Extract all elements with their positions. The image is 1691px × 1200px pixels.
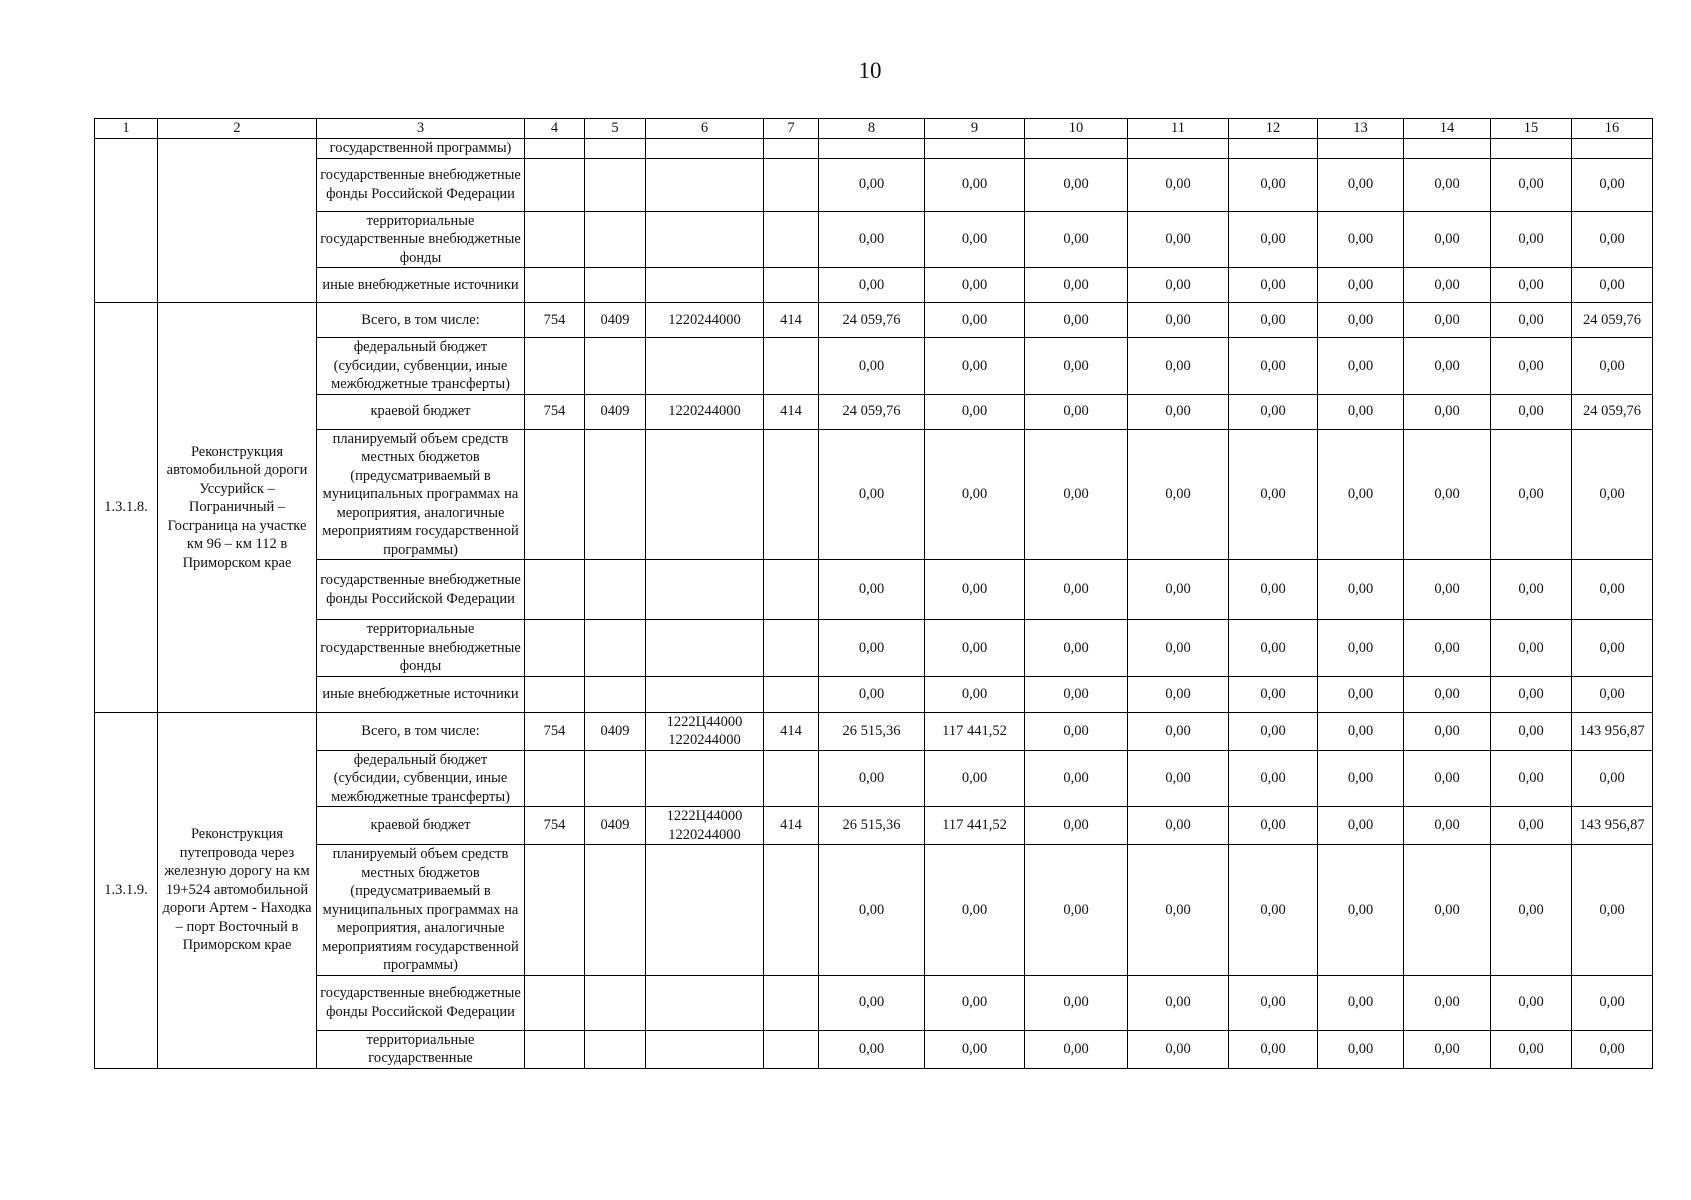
cell-c5 xyxy=(585,676,646,712)
value-col-8: 0,00 xyxy=(819,750,925,807)
cell-c7 xyxy=(764,750,819,807)
table-row xyxy=(95,560,1653,620)
table-row xyxy=(95,158,1653,211)
value-col-15: 0,00 xyxy=(1491,268,1572,303)
cell-c6: 1222Ц44000 1220244000 xyxy=(646,807,764,845)
cell-c5 xyxy=(585,139,646,159)
value-col-16: 0,00 xyxy=(1572,560,1653,620)
value-col-12: 0,00 xyxy=(1229,338,1318,395)
value-col-16: 0,00 xyxy=(1572,211,1653,268)
cell-c5 xyxy=(585,560,646,620)
value-col-9: 0,00 xyxy=(925,845,1025,976)
cell-c7 xyxy=(764,211,819,268)
item-name: Реконструкция путепровода через железную дорогу на км 19+524 автомобильной дороги Артем - Находка – порт Восточный в Приморском крае xyxy=(158,712,317,1068)
value-col-9 xyxy=(925,139,1025,159)
value-col-9: 0,00 xyxy=(925,560,1025,620)
value-col-12: 0,00 xyxy=(1229,560,1318,620)
cell-c4 xyxy=(525,620,585,677)
value-col-8: 0,00 xyxy=(819,338,925,395)
value-col-10: 0,00 xyxy=(1025,211,1128,268)
cell-c4: 754 xyxy=(525,712,585,750)
cell-c7 xyxy=(764,845,819,976)
table-row xyxy=(95,750,1653,807)
value-col-10: 0,00 xyxy=(1025,1030,1128,1068)
value-col-11: 0,00 xyxy=(1128,158,1229,211)
value-col-10: 0,00 xyxy=(1025,338,1128,395)
value-col-10: 0,00 xyxy=(1025,394,1128,429)
cell-c7 xyxy=(764,338,819,395)
column-header-11: 11 xyxy=(1128,119,1229,139)
column-header-5: 5 xyxy=(585,119,646,139)
column-header-9: 9 xyxy=(925,119,1025,139)
funding-source: территориальные государственные внебюджетные фонды xyxy=(317,620,525,677)
value-col-14: 0,00 xyxy=(1404,620,1491,677)
cell-c4 xyxy=(525,1030,585,1068)
table-row xyxy=(95,975,1653,1030)
page-number: 10 xyxy=(858,58,882,83)
value-col-14: 0,00 xyxy=(1404,1030,1491,1068)
funding-source: государственные внебюджетные фонды Российской Федерации xyxy=(317,975,525,1030)
column-header-16: 16 xyxy=(1572,119,1653,139)
table-row xyxy=(95,712,1653,750)
funding-source: Всего, в том числе: xyxy=(317,303,525,338)
cell-c5 xyxy=(585,750,646,807)
value-col-15 xyxy=(1491,139,1572,159)
funding-source: краевой бюджет xyxy=(317,394,525,429)
value-col-14: 0,00 xyxy=(1404,338,1491,395)
table-row xyxy=(95,139,1653,159)
value-col-16: 24 059,76 xyxy=(1572,394,1653,429)
table-row xyxy=(95,676,1653,712)
value-col-8: 0,00 xyxy=(819,1030,925,1068)
value-col-12: 0,00 xyxy=(1229,158,1318,211)
value-col-14: 0,00 xyxy=(1404,394,1491,429)
cell-c5 xyxy=(585,1030,646,1068)
value-col-12: 0,00 xyxy=(1229,429,1318,560)
cell-c6 xyxy=(646,620,764,677)
value-col-11: 0,00 xyxy=(1128,975,1229,1030)
cell-c4: 754 xyxy=(525,807,585,845)
value-col-13: 0,00 xyxy=(1318,1030,1404,1068)
value-col-11: 0,00 xyxy=(1128,620,1229,677)
value-col-12: 0,00 xyxy=(1229,845,1318,976)
value-col-14: 0,00 xyxy=(1404,676,1491,712)
column-header-12: 12 xyxy=(1229,119,1318,139)
value-col-16: 0,00 xyxy=(1572,338,1653,395)
value-col-15: 0,00 xyxy=(1491,750,1572,807)
table-row xyxy=(95,845,1653,976)
value-col-14: 0,00 xyxy=(1404,429,1491,560)
cell-c7 xyxy=(764,620,819,677)
cell-c5: 0409 xyxy=(585,807,646,845)
cell-c7 xyxy=(764,139,819,159)
column-header-8: 8 xyxy=(819,119,925,139)
value-col-9: 0,00 xyxy=(925,1030,1025,1068)
cell-c6 xyxy=(646,139,764,159)
value-col-9: 117 441,52 xyxy=(925,807,1025,845)
cell-c6: 1220244000 xyxy=(646,303,764,338)
cell-c5: 0409 xyxy=(585,303,646,338)
value-col-11: 0,00 xyxy=(1128,560,1229,620)
funding-source: планируемый объем средств местных бюджетов (предусматриваемый в муниципальных программах на мероприятия, аналогичные мероприятиям государственной программы) xyxy=(317,429,525,560)
value-col-9: 0,00 xyxy=(925,750,1025,807)
value-col-10: 0,00 xyxy=(1025,750,1128,807)
value-col-8: 24 059,76 xyxy=(819,394,925,429)
value-col-10: 0,00 xyxy=(1025,560,1128,620)
value-col-15: 0,00 xyxy=(1491,158,1572,211)
funding-source: государственные внебюджетные фонды Российской Федерации xyxy=(317,158,525,211)
value-col-13: 0,00 xyxy=(1318,807,1404,845)
value-col-11: 0,00 xyxy=(1128,807,1229,845)
cell-c7 xyxy=(764,429,819,560)
cell-c5 xyxy=(585,845,646,976)
value-col-10: 0,00 xyxy=(1025,845,1128,976)
value-col-15: 0,00 xyxy=(1491,560,1572,620)
value-col-9: 0,00 xyxy=(925,975,1025,1030)
value-col-16: 0,00 xyxy=(1572,845,1653,976)
column-header-2: 2 xyxy=(158,119,317,139)
cell-c7 xyxy=(764,268,819,303)
value-col-13: 0,00 xyxy=(1318,211,1404,268)
budget-table xyxy=(94,118,1653,1069)
cell-c6: 1222Ц44000 1220244000 xyxy=(646,712,764,750)
item-name xyxy=(158,139,317,303)
cell-c4: 754 xyxy=(525,394,585,429)
value-col-15: 0,00 xyxy=(1491,620,1572,677)
cell-c4 xyxy=(525,139,585,159)
cell-c7 xyxy=(764,975,819,1030)
value-col-13: 0,00 xyxy=(1318,158,1404,211)
funding-source: иные внебюджетные источники xyxy=(317,676,525,712)
table-row xyxy=(95,268,1653,303)
funding-source: территориальные государственные xyxy=(317,1030,525,1068)
cell-c7 xyxy=(764,158,819,211)
value-col-15: 0,00 xyxy=(1491,211,1572,268)
value-col-12: 0,00 xyxy=(1229,712,1318,750)
value-col-10: 0,00 xyxy=(1025,676,1128,712)
cell-c7: 414 xyxy=(764,712,819,750)
header-row xyxy=(95,119,1653,139)
cell-c7: 414 xyxy=(764,303,819,338)
value-col-8: 0,00 xyxy=(819,620,925,677)
cell-c4 xyxy=(525,211,585,268)
cell-c6 xyxy=(646,560,764,620)
value-col-13: 0,00 xyxy=(1318,712,1404,750)
value-col-9: 0,00 xyxy=(925,303,1025,338)
value-col-13: 0,00 xyxy=(1318,394,1404,429)
value-col-14: 0,00 xyxy=(1404,845,1491,976)
value-col-8: 26 515,36 xyxy=(819,712,925,750)
value-col-10: 0,00 xyxy=(1025,807,1128,845)
funding-source: государственные внебюджетные фонды Российской Федерации xyxy=(317,560,525,620)
value-col-12: 0,00 xyxy=(1229,268,1318,303)
funding-source: государственной программы) xyxy=(317,139,525,159)
cell-c4 xyxy=(525,268,585,303)
value-col-13: 0,00 xyxy=(1318,845,1404,976)
value-col-16: 0,00 xyxy=(1572,1030,1653,1068)
funding-source: территориальные государственные внебюджетные фонды xyxy=(317,211,525,268)
column-header-6: 6 xyxy=(646,119,764,139)
cell-c4 xyxy=(525,676,585,712)
cell-c6 xyxy=(646,676,764,712)
table-row xyxy=(95,807,1653,845)
value-col-9: 0,00 xyxy=(925,620,1025,677)
cell-c5 xyxy=(585,158,646,211)
table-row xyxy=(95,429,1653,560)
value-col-12 xyxy=(1229,139,1318,159)
value-col-14: 0,00 xyxy=(1404,303,1491,338)
value-col-10: 0,00 xyxy=(1025,429,1128,560)
value-col-12: 0,00 xyxy=(1229,750,1318,807)
value-col-16: 0,00 xyxy=(1572,158,1653,211)
cell-c6 xyxy=(646,429,764,560)
cell-c6 xyxy=(646,338,764,395)
value-col-8 xyxy=(819,139,925,159)
value-col-10 xyxy=(1025,139,1128,159)
value-col-11: 0,00 xyxy=(1128,211,1229,268)
cell-c5 xyxy=(585,429,646,560)
cell-c7: 414 xyxy=(764,394,819,429)
cell-c5 xyxy=(585,620,646,677)
value-col-9: 0,00 xyxy=(925,158,1025,211)
cell-c7: 414 xyxy=(764,807,819,845)
value-col-14 xyxy=(1404,139,1491,159)
value-col-13: 0,00 xyxy=(1318,750,1404,807)
value-col-11: 0,00 xyxy=(1128,268,1229,303)
column-header-1: 1 xyxy=(95,119,158,139)
value-col-12: 0,00 xyxy=(1229,394,1318,429)
table-row xyxy=(95,211,1653,268)
cell-c5 xyxy=(585,268,646,303)
funding-source: федеральный бюджет (субсидии, субвенции, иные межбюджетные трансферты) xyxy=(317,338,525,395)
column-header-7: 7 xyxy=(764,119,819,139)
value-col-13: 0,00 xyxy=(1318,338,1404,395)
cell-c7 xyxy=(764,676,819,712)
cell-c6 xyxy=(646,845,764,976)
value-col-13: 0,00 xyxy=(1318,303,1404,338)
cell-c4 xyxy=(525,560,585,620)
value-col-11: 0,00 xyxy=(1128,429,1229,560)
value-col-14: 0,00 xyxy=(1404,268,1491,303)
value-col-13: 0,00 xyxy=(1318,975,1404,1030)
value-col-8: 26 515,36 xyxy=(819,807,925,845)
cell-c5 xyxy=(585,338,646,395)
cell-c5 xyxy=(585,975,646,1030)
value-col-8: 0,00 xyxy=(819,845,925,976)
table-row xyxy=(95,303,1653,338)
value-col-11: 0,00 xyxy=(1128,394,1229,429)
funding-source: иные внебюджетные источники xyxy=(317,268,525,303)
value-col-13: 0,00 xyxy=(1318,676,1404,712)
cell-c6 xyxy=(646,750,764,807)
funding-source: федеральный бюджет (субсидии, субвенции, иные межбюджетные трансферты) xyxy=(317,750,525,807)
value-col-10: 0,00 xyxy=(1025,268,1128,303)
value-col-8: 0,00 xyxy=(819,560,925,620)
value-col-13: 0,00 xyxy=(1318,560,1404,620)
cell-c4 xyxy=(525,750,585,807)
value-col-15: 0,00 xyxy=(1491,676,1572,712)
value-col-10: 0,00 xyxy=(1025,303,1128,338)
column-header-4: 4 xyxy=(525,119,585,139)
cell-c6 xyxy=(646,268,764,303)
item-code: 1.3.1.9. xyxy=(95,712,158,1068)
item-code xyxy=(95,139,158,303)
value-col-11 xyxy=(1128,139,1229,159)
value-col-16: 0,00 xyxy=(1572,750,1653,807)
value-col-12: 0,00 xyxy=(1229,807,1318,845)
cell-c6 xyxy=(646,1030,764,1068)
value-col-10: 0,00 xyxy=(1025,712,1128,750)
value-col-12: 0,00 xyxy=(1229,676,1318,712)
column-header-15: 15 xyxy=(1491,119,1572,139)
cell-c6 xyxy=(646,975,764,1030)
column-header-3: 3 xyxy=(317,119,525,139)
value-col-10: 0,00 xyxy=(1025,158,1128,211)
value-col-11: 0,00 xyxy=(1128,338,1229,395)
value-col-9: 0,00 xyxy=(925,268,1025,303)
value-col-15: 0,00 xyxy=(1491,807,1572,845)
value-col-9: 117 441,52 xyxy=(925,712,1025,750)
value-col-15: 0,00 xyxy=(1491,338,1572,395)
value-col-14: 0,00 xyxy=(1404,975,1491,1030)
value-col-16: 0,00 xyxy=(1572,676,1653,712)
funding-source: Всего, в том числе: xyxy=(317,712,525,750)
cell-c4 xyxy=(525,158,585,211)
value-col-8: 0,00 xyxy=(819,429,925,560)
value-col-11: 0,00 xyxy=(1128,676,1229,712)
cell-c6: 1220244000 xyxy=(646,394,764,429)
value-col-15: 0,00 xyxy=(1491,845,1572,976)
value-col-15: 0,00 xyxy=(1491,1030,1572,1068)
value-col-9: 0,00 xyxy=(925,211,1025,268)
cell-c6 xyxy=(646,211,764,268)
table-row xyxy=(95,620,1653,677)
value-col-14: 0,00 xyxy=(1404,712,1491,750)
value-col-9: 0,00 xyxy=(925,394,1025,429)
value-col-8: 0,00 xyxy=(819,268,925,303)
value-col-11: 0,00 xyxy=(1128,712,1229,750)
cell-c4 xyxy=(525,429,585,560)
table-row xyxy=(95,1030,1653,1068)
table-row xyxy=(95,338,1653,395)
cell-c4: 754 xyxy=(525,303,585,338)
funding-source: планируемый объем средств местных бюджетов (предусматриваемый в муниципальных программах на мероприятия, аналогичные мероприятиям государственной программы) xyxy=(317,845,525,976)
cell-c4 xyxy=(525,975,585,1030)
value-col-10: 0,00 xyxy=(1025,620,1128,677)
cell-c6 xyxy=(646,158,764,211)
value-col-14: 0,00 xyxy=(1404,807,1491,845)
value-col-11: 0,00 xyxy=(1128,1030,1229,1068)
value-col-15: 0,00 xyxy=(1491,394,1572,429)
value-col-16: 143 956,87 xyxy=(1572,712,1653,750)
value-col-11: 0,00 xyxy=(1128,845,1229,976)
value-col-16: 0,00 xyxy=(1572,429,1653,560)
value-col-12: 0,00 xyxy=(1229,1030,1318,1068)
value-col-16: 143 956,87 xyxy=(1572,807,1653,845)
value-col-9: 0,00 xyxy=(925,676,1025,712)
value-col-13: 0,00 xyxy=(1318,268,1404,303)
column-header-10: 10 xyxy=(1025,119,1128,139)
funding-source: краевой бюджет xyxy=(317,807,525,845)
cell-c7 xyxy=(764,1030,819,1068)
value-col-8: 0,00 xyxy=(819,975,925,1030)
value-col-14: 0,00 xyxy=(1404,560,1491,620)
cell-c5: 0409 xyxy=(585,394,646,429)
value-col-14: 0,00 xyxy=(1404,158,1491,211)
cell-c4 xyxy=(525,338,585,395)
value-col-8: 0,00 xyxy=(819,158,925,211)
value-col-12: 0,00 xyxy=(1229,303,1318,338)
value-col-8: 24 059,76 xyxy=(819,303,925,338)
value-col-13: 0,00 xyxy=(1318,620,1404,677)
column-header-14: 14 xyxy=(1404,119,1491,139)
cell-c7 xyxy=(764,560,819,620)
value-col-12: 0,00 xyxy=(1229,620,1318,677)
value-col-10: 0,00 xyxy=(1025,975,1128,1030)
cell-c5: 0409 xyxy=(585,712,646,750)
value-col-8: 0,00 xyxy=(819,211,925,268)
cell-c4 xyxy=(525,845,585,976)
value-col-13 xyxy=(1318,139,1404,159)
value-col-11: 0,00 xyxy=(1128,750,1229,807)
value-col-8: 0,00 xyxy=(819,676,925,712)
item-code: 1.3.1.8. xyxy=(95,303,158,713)
value-col-16: 24 059,76 xyxy=(1572,303,1653,338)
value-col-15: 0,00 xyxy=(1491,303,1572,338)
value-col-14: 0,00 xyxy=(1404,211,1491,268)
value-col-13: 0,00 xyxy=(1318,429,1404,560)
table-row xyxy=(95,394,1653,429)
value-col-15: 0,00 xyxy=(1491,975,1572,1030)
value-col-9: 0,00 xyxy=(925,429,1025,560)
value-col-11: 0,00 xyxy=(1128,303,1229,338)
value-col-14: 0,00 xyxy=(1404,750,1491,807)
value-col-9: 0,00 xyxy=(925,338,1025,395)
value-col-12: 0,00 xyxy=(1229,975,1318,1030)
cell-c5 xyxy=(585,211,646,268)
value-col-12: 0,00 xyxy=(1229,211,1318,268)
value-col-16 xyxy=(1572,139,1653,159)
value-col-16: 0,00 xyxy=(1572,620,1653,677)
column-header-13: 13 xyxy=(1318,119,1404,139)
value-col-15: 0,00 xyxy=(1491,429,1572,560)
value-col-16: 0,00 xyxy=(1572,975,1653,1030)
value-col-16: 0,00 xyxy=(1572,268,1653,303)
item-name: Реконструкция автомобильной дороги Уссурийск – Пограничный – Госграница на участке км 96 – км 112 в Приморском крае xyxy=(158,303,317,713)
value-col-15: 0,00 xyxy=(1491,712,1572,750)
